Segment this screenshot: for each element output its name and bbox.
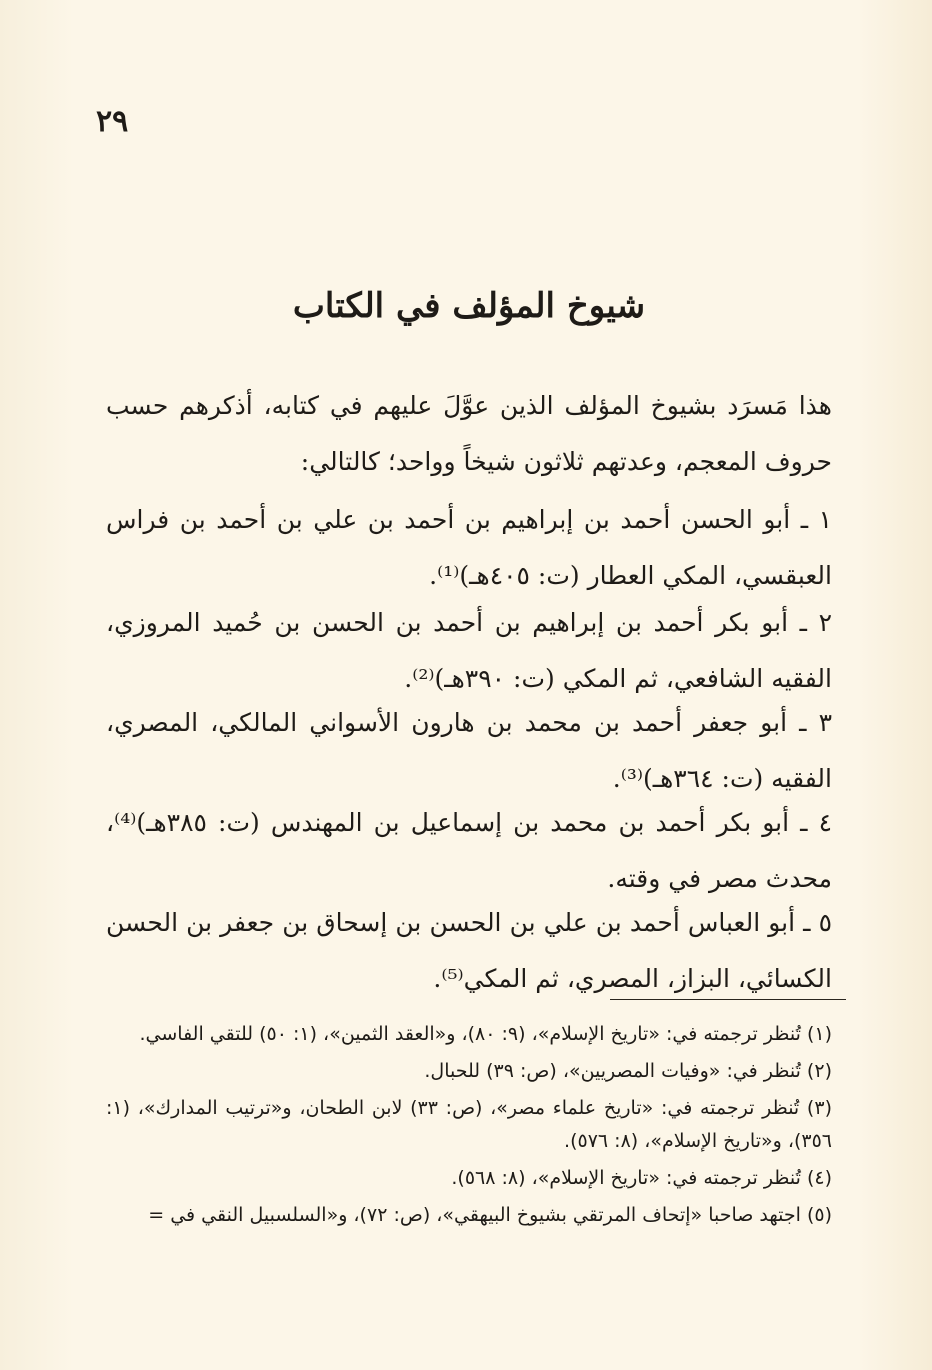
entry-3: ٣ ـ أبو جعفر أحمد بن محمد بن هارون الأسواني المالكي، المصري، الفقيه (ت: ٣٦٤هـ)⁽³⁾. [106,708,832,793]
entry-1: ١ ـ أبو الحسن أحمد بن إبراهيم بن أحمد بن علي بن أحمد بن فراس العبقسي، المكي العطار (ت: ٤٠٥هـ)⁽¹⁾. [106,505,832,590]
footnote-1: (١) تُنظر ترجمته في: «تاريخ الإسلام»، (٩: ٨٠)، و«العقد الثمين»، (١: ٥٠) للتقي الفاسي. [139,1023,832,1045]
entry-4: ٤ ـ أبو بكر أحمد بن محمد بن إسماعيل بن المهندس (ت: ٣٨٥هـ)⁽⁴⁾، محدث مصر في وقته. [106,808,832,893]
footnote-5: (٥) اجتهد صاحبا «إتحاف المرتقي بشيوخ البيهقي»، (ص: ٧٢)، و«السلسبيل النقي في = [148,1204,832,1226]
entry-5: ٥ ـ أبو العباس أحمد بن علي بن الحسن بن إسحاق بن جعفر بن الحسن الكسائي، البزاز، المصري، ثم المكي⁽⁵⁾. [106,908,832,993]
chapter-title: شيوخ المؤلف في الكتاب [292,286,646,326]
footnote-4: (٤) تُنظر ترجمته في: «تاريخ الإسلام»، (٨: ٥٦٨). [451,1167,832,1189]
entry-2: ٢ ـ أبو بكر أحمد بن إبراهيم بن أحمد بن الحسن بن حُميد المروزي، الفقيه الشافعي، ثم المكي (ت: ٣٩٠هـ)⁽²⁾. [106,608,832,693]
footnotes [106,1018,832,1232]
footnote-3: (٣) تُنظر ترجمته في: «تاريخ علماء مصر»، (ص: ٣٣) لابن الطحان، و«ترتيب المدارك»، (١: ٣٥٦)، و«تاريخ الإسلام»، (٨: ٥٧٦). [106,1097,832,1152]
intro-paragraph: هذا مَسرَد بشيوخ المؤلف الذين عوَّلَ عليهم في كتابه، أذكرهم حسب حروف المعجم، وعدتهم ثلاثون شيخاً وواحد؛ كالتالي: [106,391,832,476]
footnote-2: (٢) تُنظر في: «وفيات المصريين»، (ص: ٣٩) للحبال. [424,1060,832,1082]
page-number: ٢٩ [96,104,129,139]
footnote-separator [610,999,846,1000]
